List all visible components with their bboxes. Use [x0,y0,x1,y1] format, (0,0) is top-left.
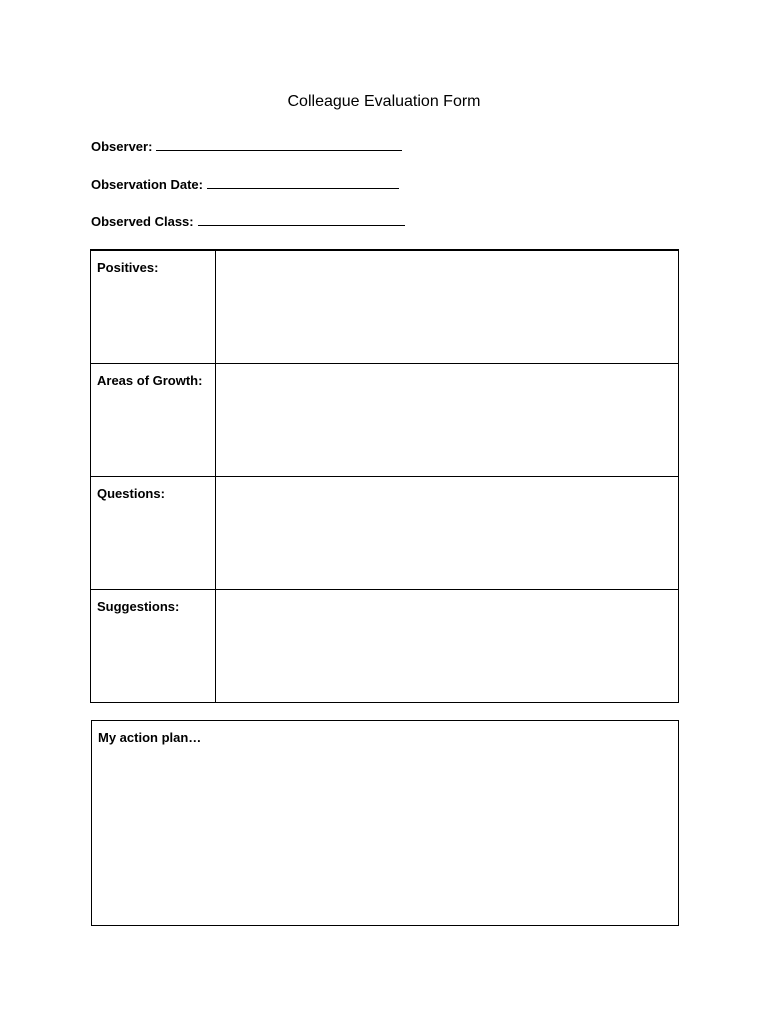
questions-answer-cell[interactable] [216,477,679,590]
observer-label: Observer: [91,139,153,154]
observation-date-field [91,176,399,193]
observer-blank-line[interactable] [156,138,402,151]
action-plan-input-area[interactable] [92,751,678,925]
suggestions-answer-cell[interactable] [216,590,679,703]
table-row-questions [91,477,679,590]
observed-class-blank-line[interactable] [198,213,405,226]
questions-label: Questions: [97,486,165,501]
questions-label-cell [91,477,216,590]
table-row-areas-of-growth [91,364,679,477]
action-plan-box [91,720,679,926]
areas-of-growth-label: Areas of Growth: [97,373,203,388]
positives-label-cell [91,250,216,364]
observed-class-field [91,213,405,230]
positives-label: Positives: [97,260,159,275]
form-title: Colleague Evaluation Form [287,93,481,110]
evaluation-table [90,249,679,703]
action-plan-label: My action plan… [98,730,202,745]
observer-field [91,138,402,155]
observation-date-blank-line[interactable] [207,176,399,189]
table-row-positives [91,250,679,364]
table-row-suggestions [91,590,679,703]
observation-date-label: Observation Date: [91,177,203,192]
suggestions-label-cell [91,590,216,703]
observed-class-label: Observed Class: [91,214,194,229]
areas-of-growth-answer-cell[interactable] [216,364,679,477]
areas-of-growth-label-cell [91,364,216,477]
suggestions-label: Suggestions: [97,599,180,614]
positives-answer-cell[interactable] [216,250,679,364]
